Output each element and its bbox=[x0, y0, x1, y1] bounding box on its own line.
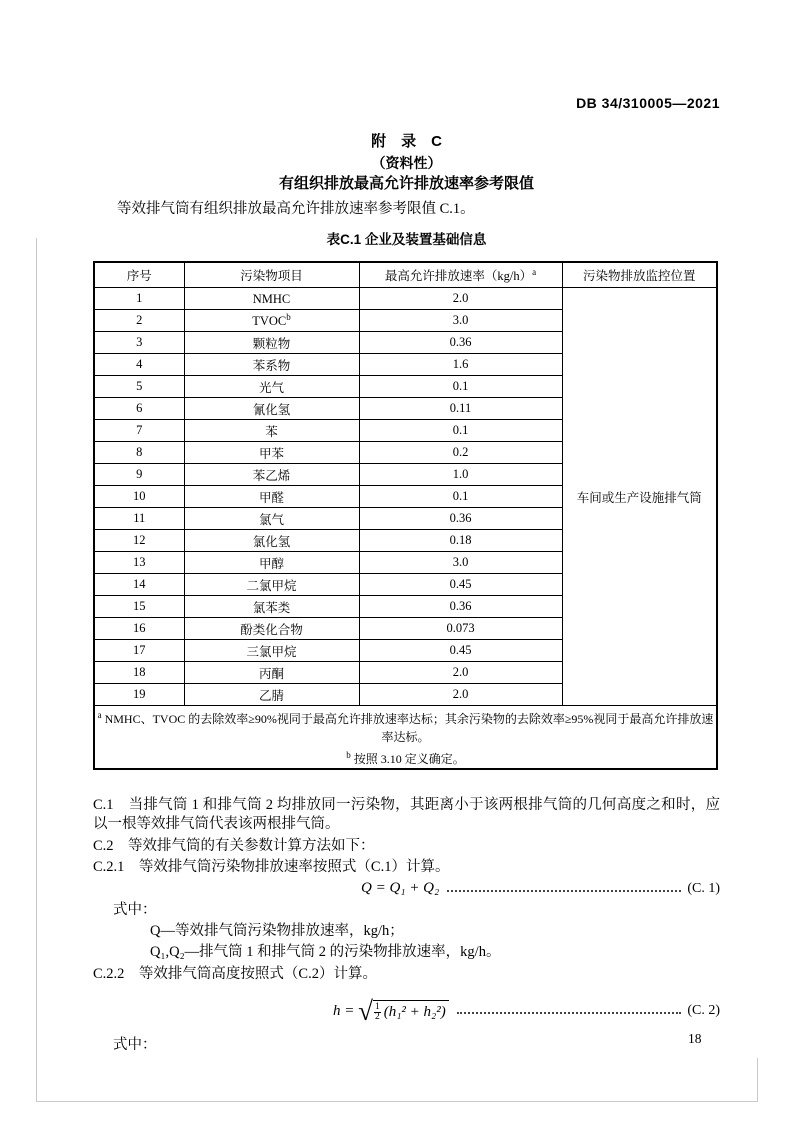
cell-rate: 2.0 bbox=[359, 288, 562, 310]
where-item-q1q2: Q₁,Q₂—排气筒 1 和排气筒 2 的污染物排放速率，kg/h。 bbox=[150, 944, 501, 960]
cell-no: 8 bbox=[94, 442, 184, 464]
cell-rate: 0.45 bbox=[359, 640, 562, 662]
cell-no: 6 bbox=[94, 398, 184, 420]
cell-rate: 0.1 bbox=[359, 486, 562, 508]
cell-no: 11 bbox=[94, 508, 184, 530]
cell-monitor-location: 车间或生产设施排气筒 bbox=[562, 288, 717, 706]
cell-rate: 0.36 bbox=[359, 508, 562, 530]
cell-pollutant: 苯系物 bbox=[184, 354, 359, 376]
cell-pollutant: 光气 bbox=[184, 376, 359, 398]
where-label-1: 式中： bbox=[113, 902, 157, 918]
cell-pollutant: 二氯甲烷 bbox=[184, 574, 359, 596]
cell-no: 16 bbox=[94, 618, 184, 640]
appendix-heading: 有组织排放最高允许排放速率参考限值 bbox=[278, 175, 534, 192]
table-footnote: $^a$ NMHC、TVOC 的去除效率≥90%视同于最高允许排放速率达标；其余污染物的去除效率≥95%视同于最高允许排放速率达标。 bbox=[97, 710, 714, 744]
cell-pollutant: 氰化氢 bbox=[184, 398, 359, 420]
cell-pollutant: 三氯甲烷 bbox=[184, 640, 359, 662]
formula-c1-expression: Q = Q₁ + Q₂ bbox=[361, 880, 440, 896]
cell-pollutant: 氯化氢 bbox=[184, 530, 359, 552]
radical-sign: √ bbox=[358, 996, 373, 1026]
cell-pollutant: 氯气 bbox=[184, 508, 359, 530]
scan-edge-left bbox=[36, 238, 37, 1102]
rate-footnote-ref: a bbox=[532, 266, 537, 277]
cell-pollutant: TVOC$^b$ bbox=[184, 310, 359, 332]
fraction-one-half: $\frac{1}{2}$ bbox=[374, 1001, 380, 1022]
col-header-monitor: 污染物排放监控位置 bbox=[562, 262, 717, 288]
cell-pollutant: 酚类化合物 bbox=[184, 618, 359, 640]
clause-c21: C.2.1 等效排气筒污染物排放速率按照式（C.1）计算。 bbox=[93, 859, 450, 875]
cell-no: 17 bbox=[94, 640, 184, 662]
cell-rate: 0.2 bbox=[359, 442, 562, 464]
cell-rate: 0.36 bbox=[359, 596, 562, 618]
cell-pollutant: 乙腈 bbox=[184, 684, 359, 706]
clause-c22: C.2.2 等效排气筒高度按照式（C.2）计算。 bbox=[93, 966, 377, 982]
table-caption: 表C.1 企业及装置基础信息 bbox=[326, 232, 487, 247]
table-footnote: $^b$ 按照 3.10 定义确定。 bbox=[346, 750, 465, 766]
cell-no: 3 bbox=[94, 332, 184, 354]
cell-rate: 0.36 bbox=[359, 332, 562, 354]
cell-no: 15 bbox=[94, 596, 184, 618]
cell-pollutant: 颗粒物 bbox=[184, 332, 359, 354]
cell-rate: 3.0 bbox=[359, 310, 562, 332]
cell-pollutant: 苯 bbox=[184, 420, 359, 442]
table-header-row bbox=[94, 262, 717, 288]
pollutant-footnote-ref: b bbox=[286, 311, 291, 322]
formula-c2-lhs: h = bbox=[333, 1002, 359, 1019]
cell-rate: 2.0 bbox=[359, 684, 562, 706]
cell-rate: 0.11 bbox=[359, 398, 562, 420]
table-row bbox=[94, 288, 717, 310]
cell-rate: 0.18 bbox=[359, 530, 562, 552]
cell-rate: 3.0 bbox=[359, 552, 562, 574]
dotted-leader bbox=[457, 1012, 682, 1014]
intro-paragraph: 等效排气筒有组织排放最高允许排放速率参考限值 C.1。 bbox=[117, 201, 475, 217]
cell-pollutant: 甲醛 bbox=[184, 486, 359, 508]
square-root bbox=[358, 998, 449, 1024]
cell-rate: 2.0 bbox=[359, 662, 562, 684]
cell-no: 2 bbox=[94, 310, 184, 332]
cell-no: 13 bbox=[94, 552, 184, 574]
doc-number: DB 34/310005—2021 bbox=[576, 95, 720, 111]
cell-pollutant: 丙酮 bbox=[184, 662, 359, 684]
clause-c1: C.1 当排气筒 1 和排气筒 2 均排放同一污染物，其距离小于该两根排气筒的几何高度之和时，应以一根等效排气筒代表该两根排气筒。 bbox=[93, 797, 720, 832]
cell-rate: 1.6 bbox=[359, 354, 562, 376]
page-content bbox=[93, 95, 720, 1055]
cell-pollutant: 甲苯 bbox=[184, 442, 359, 464]
formula-c1-label: (C. 1) bbox=[687, 880, 720, 896]
appendix-subtitle: （资料性） bbox=[371, 155, 442, 171]
cell-no: 19 bbox=[94, 684, 184, 706]
appendix-title: 附 录 C bbox=[371, 133, 442, 150]
cell-rate: 0.073 bbox=[359, 618, 562, 640]
col-header-pollutant: 污染物项目 bbox=[184, 262, 359, 288]
formula-c2-label: (C. 2) bbox=[687, 1003, 720, 1018]
cell-pollutant: 甲醇 bbox=[184, 552, 359, 574]
cell-rate: 0.45 bbox=[359, 574, 562, 596]
cell-rate: 0.1 bbox=[359, 420, 562, 442]
formula-c2-body: (h₁² + h₂²) bbox=[383, 1003, 446, 1020]
cell-rate: 0.1 bbox=[359, 376, 562, 398]
cell-rate: 1.0 bbox=[359, 464, 562, 486]
cell-no: 14 bbox=[94, 574, 184, 596]
cell-no: 18 bbox=[94, 662, 184, 684]
cell-pollutant: NMHC bbox=[184, 288, 359, 310]
clause-c2: C.2 等效排气筒的有关参数计算方法如下： bbox=[93, 838, 375, 854]
where-label-2: 式中： bbox=[113, 1037, 157, 1053]
col-header-no: 序号 bbox=[94, 262, 184, 288]
cell-no: 10 bbox=[94, 486, 184, 508]
col-header-rate: 最高允许排放速率$(kg/h)^a$ bbox=[359, 262, 562, 288]
cell-no: 1 bbox=[94, 288, 184, 310]
where-item-q: Q—等效排气筒污染物排放速率，kg/h； bbox=[150, 923, 404, 939]
limits-table bbox=[93, 261, 718, 770]
cell-no: 9 bbox=[94, 464, 184, 486]
scan-edge-bottom bbox=[36, 1101, 758, 1102]
scan-edge-right bbox=[757, 1058, 758, 1102]
cell-pollutant: 氯苯类 bbox=[184, 596, 359, 618]
formula-c2 bbox=[93, 994, 720, 1028]
page-number: 18 bbox=[688, 1031, 702, 1046]
cell-no: 5 bbox=[94, 376, 184, 398]
cell-no: 7 bbox=[94, 420, 184, 442]
footnotes-row bbox=[94, 706, 717, 770]
cell-pollutant: 苯乙烯 bbox=[184, 464, 359, 486]
dotted-leader bbox=[447, 890, 681, 892]
cell-no: 4 bbox=[94, 354, 184, 376]
cell-no: 12 bbox=[94, 530, 184, 552]
formula-c1 bbox=[93, 880, 720, 897]
